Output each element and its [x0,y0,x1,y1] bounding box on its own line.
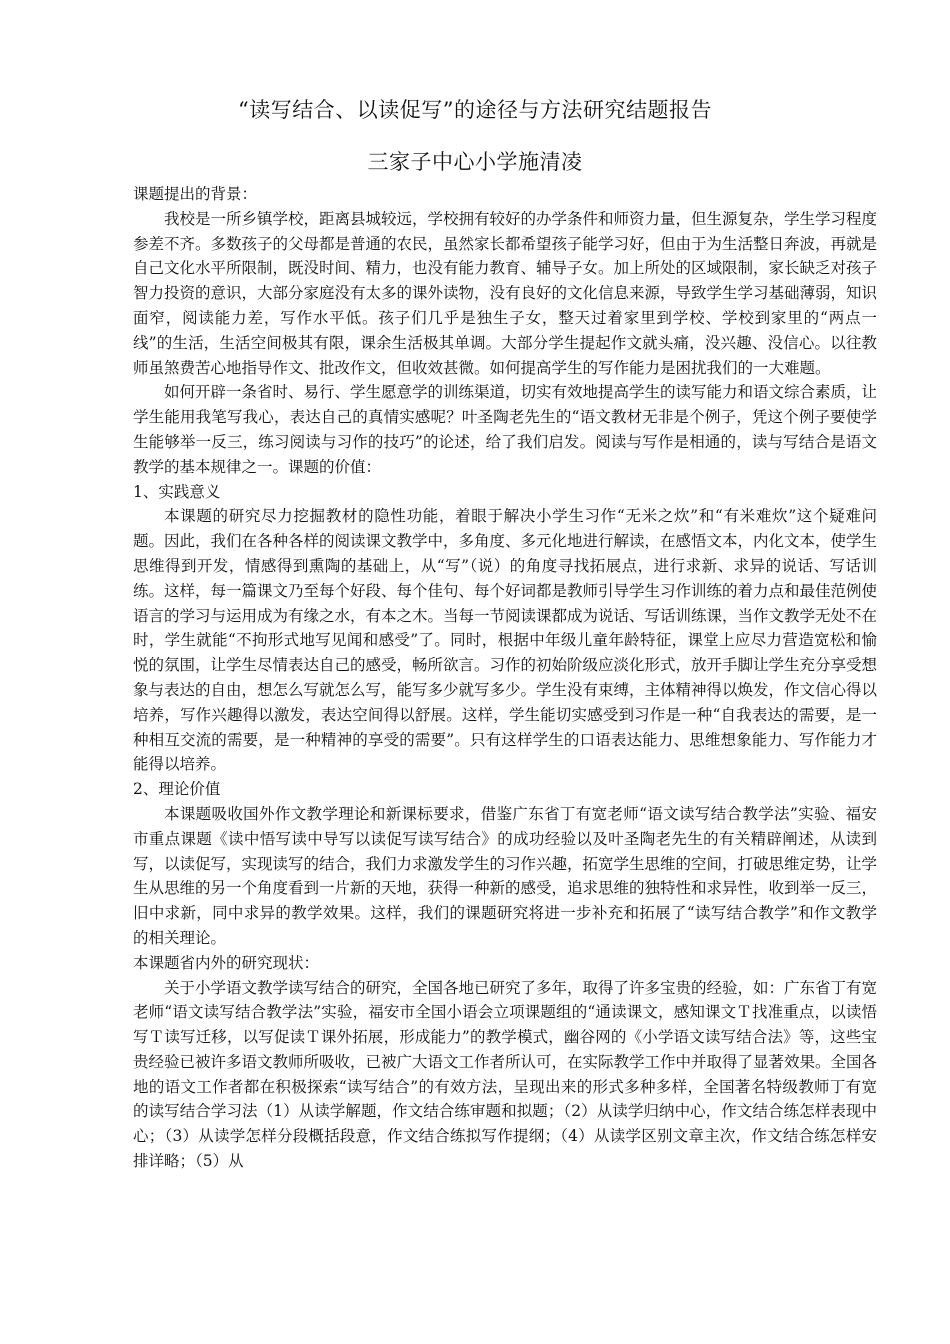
section-heading-theoretical-value: 2、理论价值 [133,780,221,799]
section-heading-research-status: 本课题省内外的研究现状： [133,953,320,972]
paragraph-theoretical-value: 本课题吸收国外作文教学理论和新课标要求，借鉴广东省丁有宽老师“语文读写结合教学法”实验、福安市重点课题《读中悟写读中导写以读促写读写结合》的成功经验以及叶圣陶老先生的有关精辟阐述，从读到写，以读促写，实现读写的结合，我们力求激发学生的习作兴趣，拓宽学生思维的空间，打破思维定势，让学生从思维的另一个角度看到一片新的天地，获得一种新的感受，追求思维的独特性和求异性，收到举一反三，旧中求新，同中求异的教学效果。这样，我们的课题研究将进一步补充和拓展了“读写结合教学”和作文教学的相关理论。 [133,804,878,947]
paragraph-research-status: 关于小学语文教学读写结合的研究，全国各地已研究了多年，取得了许多宝贵的经验，如：广东省丁有宽老师“语文读写结合教学法”实验，福安市全国小语会立项课题组的“通读课文，感知课文Ｔ找准重点，以读悟写Ｔ读写迁移，以写促读Ｔ课外拓展，形成能力”的教学模式，幽谷网的《小学语文读写结合法》等，这些宝贵经验已被许多语文教师所吸收，已被广大语文工作者所认可，在实际教学工作中并取得了显著效果。全国各地的语文工作者都在积极探索“读写结合”的有效方法，呈现出来的形式多种多样，全国著名特级教师丁有宽的读写结合学习法（1）从读学解题，作文结合练审题和拟题；（2）从读学归纳中心，作文结合练怎样表现中心；（3）从读学怎样分段概括段意，作文结合练拟写作提纲；（4）从读学区别文章主次，作文结合练怎样安排详略；（5）从 [133,978,878,1171]
section-heading-background: 课题提出的背景： [133,185,258,203]
paragraph-school-situation: 我校是一所乡镇学校，距离县城较远，学校拥有较好的办学条件和师资力量，但生源复杂，学生学习程度参差不齐。多数孩子的父母都是普通的农民，虽然家长都希望孩子能学习好，但由于为生活整日奔波，再就是自己文化水平所限制，既没时间、精力，也没有能力教育、辅导子女。加上所处的区域限制，家长缺乏对孩子智力投资的意识，大部分家庭没有太多的课外读物，没有良好的文化信息来源，导致学生学习基础薄弱，知识面窄，阅读能力差，写作水平低。孩子们几乎是独生子女，整天过着家里到学校、学校到家里的“两点一线”的生活，生活空间极其有限，课余生活极其单调。大部分学生提起作文就头痛，没兴趣、没信心。以往教师虽煞费苦心地指导作文、批改作文，但收效甚微。如何提高学生的写作能力是困扰我们的一大难题。 [133,209,878,377]
document-title: “读写结合、以读促写”的途径与方法研究结题报告 [238,98,712,122]
document-body [133,182,877,1174]
paragraph-research-motivation: 如何开辟一条省时、易行、学生愿意学的训练渠道，切实有效地提高学生的读写能力和语文综合素质，让学生能用我笔写我心，表达自己的真情实感呢？叶圣陶老先生的“语文教材无非是个例子，凭这个例子要使学生能够举一反三，练习阅读与习作的技巧”的论述，给了我们启发。阅读与写作是相通的，读与写结合是语文教学的基本规律之一。课题的价值： [133,383,878,476]
author-line: 三家子中心小学施清凌 [367,150,583,174]
section-heading-practical-significance: 1、实践意义 [133,482,221,501]
paragraph-practical-significance: 本课题的研究尽力挖掘教材的隐性功能，着眼于解决小学生习作“无米之炊”和“有米难炊”这个疑难问题。因此，我们在各种各样的阅读课文教学中，多角度、多元化地进行解读，在感悟文本，内化文本，使学生思维得到开发，情感得到熏陶的基础上，从“写”（说）的角度寻找拓展点，进行求新、求异的说话、写话训练。这样，每一篇课文乃至每个好段、每个佳句、每个好词都是教师引导学生习作训练的着力点和最佳范例使语言的学习与运用成为有缘之水，有本之木。当每一节阅读课都成为说话、写话训练课，当作文教学无处不在时，学生就能“不拘形式地写见闻和感受”了。同时，根据中年级儿童年龄特征，课堂上应尽力营造宽松和愉悦的氛围，让学生尽情表达自己的感受，畅所欲言。习作的初始阶级应淡化形式，放开手脚让学生充分享受想象与表达的自由，想怎么写就怎么写，能写多少就写多少。学生没有束缚，主体精神得以焕发，作文信心得以培养，写作兴趣得以激发，表达空间得以舒展。这样，学生能切实感受到习作是一种“自我表达的需要，是一种相互交流的需要，是一种精神的享受的需要”。只有这样学生的口语表达能力、思维想象能力、写作能力才能得以培养。 [133,507,878,774]
